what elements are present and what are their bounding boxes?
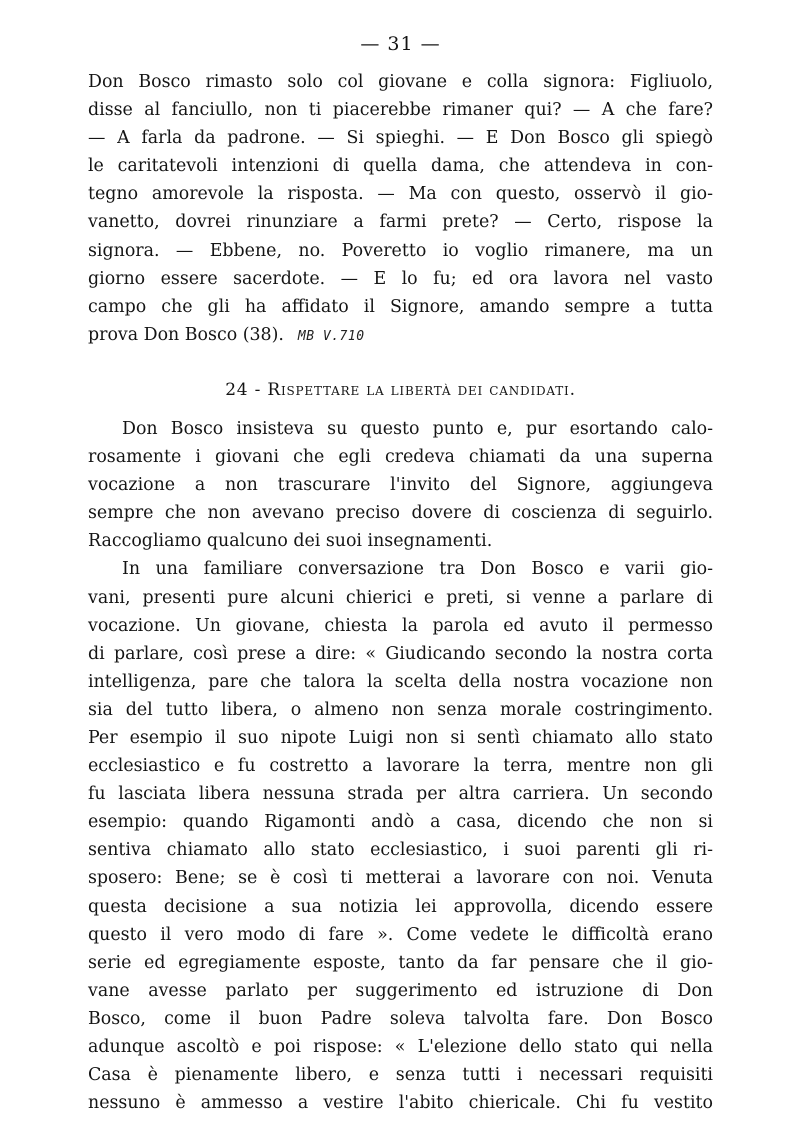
text-line: vocazione. Un giovane, chiesta la parola ed avuto il permesso [88,615,713,636]
text-line-last [88,321,713,351]
text-line: le caritatevoli intenzioni di quella dama, che attendeva in con- [88,156,713,177]
text-line: Raccogliamo qualcuno dei suoi insegnamenti. [88,531,493,552]
text-line: disse al fanciullo, non ti piacerebbe rimaner qui? — A che fare? [88,100,713,121]
text-line: Per esempio il suo nipote Luigi non si sentì chiamato allo stato [88,727,713,748]
section-heading: 24 - Rispettare la libertà dei candidati. [225,379,576,400]
text-line: fu lasciata libera nessuna strada per altra carriera. Un secondo [88,784,713,805]
text-line: serie ed egregiamente esposte, tanto da far pensare che il gio- [88,952,713,973]
text-line: ecclesiastico e fu costretto a lavorare la terra, mentre non gli [88,756,713,777]
text-line: Don Bosco insisteva su questo punto e, pur esortando calo- [122,418,713,439]
page-number: — 31 — [360,33,441,55]
text-line: vane avesse parlato per suggerimento ed istruzione di Don [88,980,713,1001]
text-line: di parlare, così prese a dire: « Giudicando secondo la nostra corta [88,643,713,664]
text-line: vanetto, dovrei rinunziare a farmi prete? — Certo, rispose la [88,212,713,233]
text-line: rosamente i giovani che egli credeva chiamati da una superna [88,447,713,468]
paragraph-story-end [88,68,713,351]
paragraph-conversation [88,555,713,1117]
text-line-content: prova Don Bosco (38). [88,324,284,345]
text-line: Casa è pienamente libero, e senza tutti i necessari requisiti [88,1065,713,1086]
text-line: questa decisione a sua notizia lei approvolla, dicendo essere [88,896,713,917]
text-line: sentiva chiamato allo stato ecclesiastico, i suoi parenti gli ri- [88,840,713,861]
text-line: tegno amorevole la risposta. — Ma con questo, osservò il gio- [88,184,713,205]
text-line: giorno essere sacerdote. — E lo fu; ed ora lavora nel vasto [88,268,713,289]
text-line: vani, presenti pure alcuni chierici e preti, si venne a parlare di [88,587,713,608]
text-line: vocazione a non trascurare l'invito del Signore, aggiungeva [88,475,713,496]
text-line: sia del tutto libera, o almeno non senza morale costringimento. [88,699,713,720]
text-line: intelligenza, pare che talora la scelta della nostra vocazione non [88,671,713,692]
text-line: esempio: quando Rigamonti andò a casa, dicendo che non si [88,812,713,833]
paragraph-intro [88,415,713,555]
book-page [88,30,713,1117]
text-line: In una familiare conversazione tra Don Bosco e varii gio- [122,559,713,580]
text-line: questo il vero modo di fare ». Come vedete le difficoltà erano [88,924,713,945]
text-line: adunque ascoltò e poi rispose: « L'elezione dello stato qui nella [88,1037,713,1057]
text-line: signora. — Ebbene, no. Poveretto io voglio rimanere, ma un [88,240,713,261]
text-line: campo che gli ha affidato il Signore, amando sempre a tutta [88,296,713,317]
text-line: sempre che non avevano preciso dovere di coscienza di seguirlo. [88,503,713,524]
handwritten-note: MB V.710 [297,328,365,344]
text-line: sposero: Bene; se è così ti metterai a lavorare con noi. Venuta [88,868,713,889]
text-line: Don Bosco rimasto solo col giovane e colla signora: Figliuolo, [88,72,713,92]
text-line: — A farla da padrone. — Si spieghi. — E Don Bosco gli spiegò [88,128,713,149]
text-line: Bosco, come il buon Padre soleva talvolta fare. Don Bosco [88,1008,713,1029]
text-line: nessuno è ammesso a vestire l'abito chiericale. Chi fu vestito [88,1093,713,1114]
